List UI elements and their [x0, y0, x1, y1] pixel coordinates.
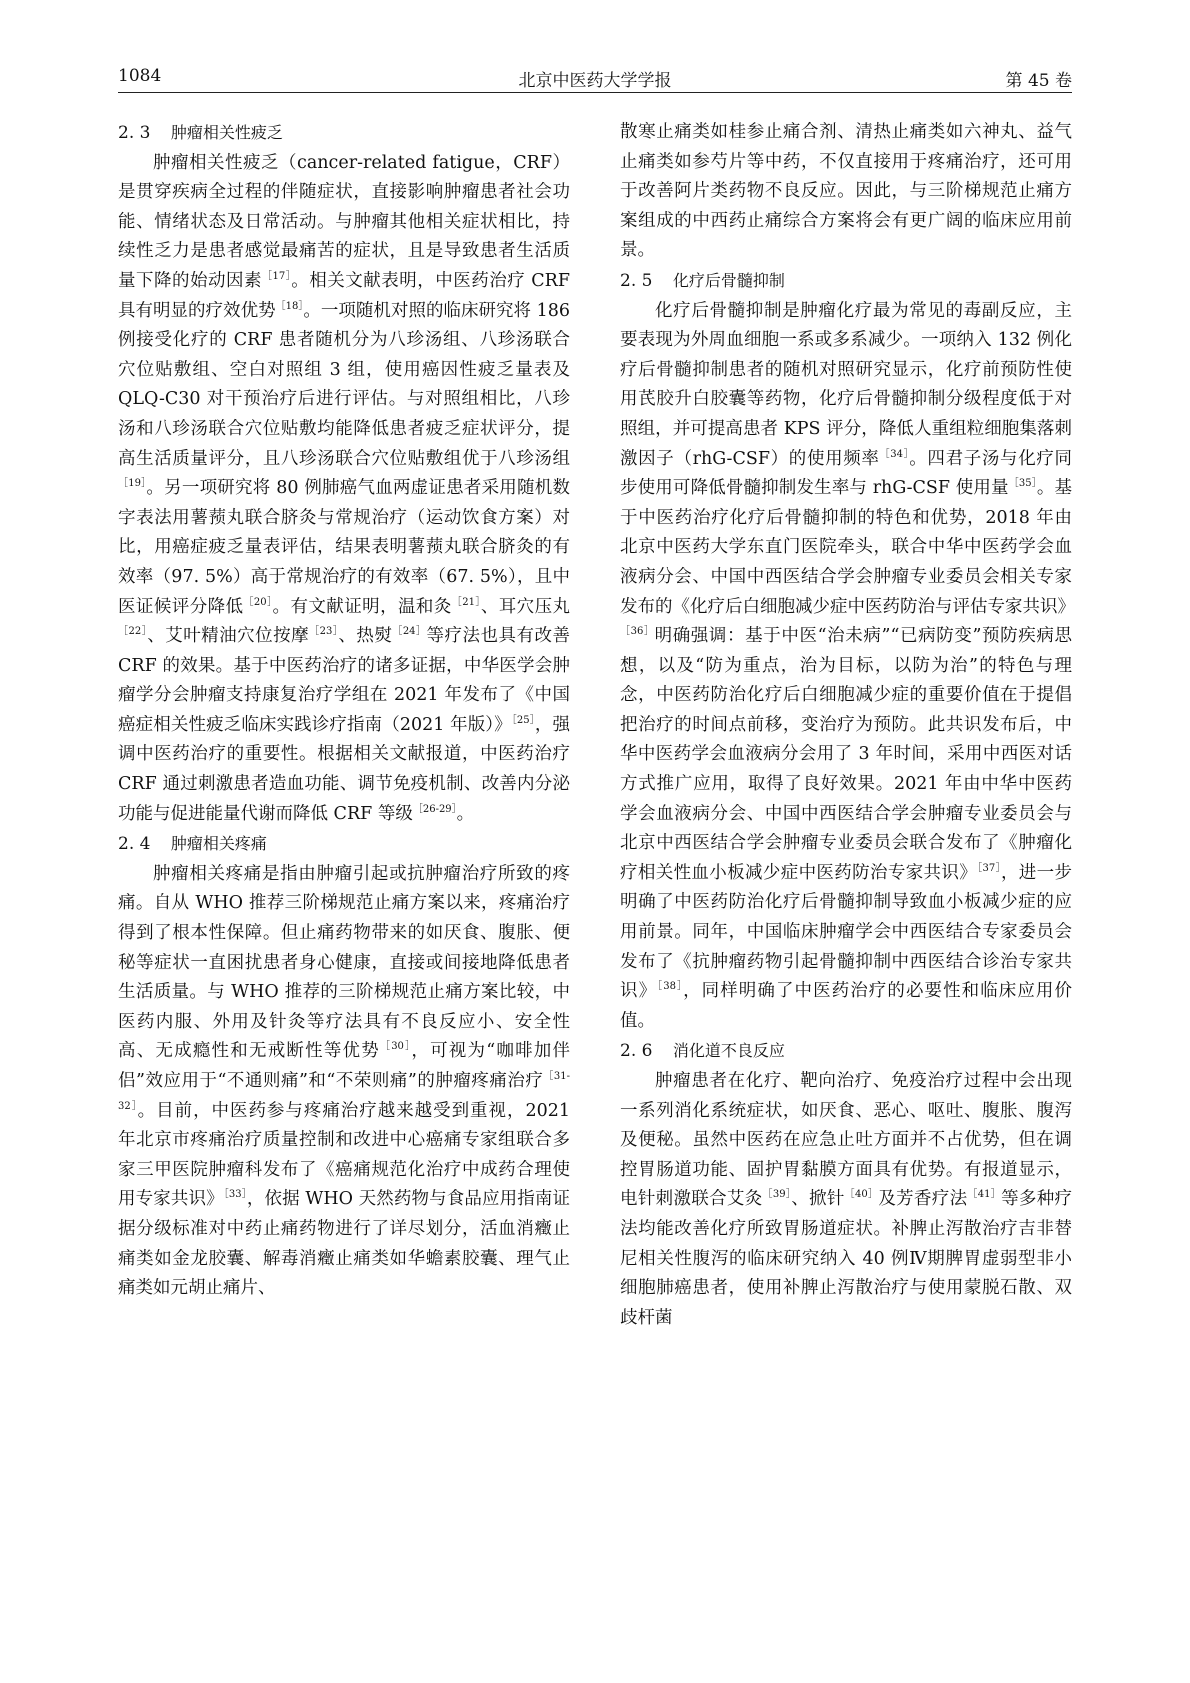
citation: ［22］ [118, 626, 148, 638]
citation: ［23］ [309, 626, 339, 638]
citation: ［33］ [223, 1189, 247, 1201]
citation: ［38］ [657, 981, 684, 993]
journal-title: 北京中医药大学学报 [518, 71, 672, 91]
citation: ［20］ [243, 596, 273, 608]
section-heading-2-6 [620, 1036, 1072, 1067]
citation: ［41］ [967, 1189, 1002, 1201]
section-number: 2. 4 [118, 834, 151, 855]
volume-label: 第 45 卷 [1005, 71, 1072, 91]
running-header [118, 66, 1072, 93]
right-column [620, 118, 1075, 1333]
section-heading-2-4 [118, 829, 570, 860]
citation: ［17］ [262, 271, 292, 283]
citation: ［36］ [620, 626, 655, 638]
citation: ［40］ [844, 1189, 879, 1201]
section-heading-2-3 [118, 118, 570, 149]
citation: ［18］ [275, 300, 304, 312]
page-number: 1084 [118, 66, 162, 86]
citation: ［21］ [451, 596, 481, 608]
section-title: 化疗后骨髓抑制 [672, 270, 785, 290]
citation: ［35］ [1008, 478, 1037, 490]
section-number: 2. 6 [620, 1041, 653, 1062]
citation: ［37］ [977, 863, 1001, 875]
citation: ［34］ [879, 448, 910, 460]
citation: ［30］ [379, 1041, 412, 1053]
section-title: 消化道不良反应 [672, 1041, 785, 1061]
citation: ［31-32］ [118, 1071, 571, 1112]
section-heading-2-5 [620, 266, 1072, 297]
citation: ［26-29］ [412, 803, 457, 815]
citation: ［24］ [392, 626, 427, 638]
section-number: 2. 3 [118, 123, 151, 143]
left-column [118, 118, 570, 1304]
paragraph: 肿瘤相关性疲乏（cancer-related fatigue，CRF）是贯穿疾病全过程的伴随症状，直接影响肿瘤患者社会功能、情绪状态及日常活动。与肿瘤其他相关症状相比，持续性乏力是患者感觉最痛苦的症状，且是导致患者生活质量下降的始动因素$^{[17]}$。相关文献表明，中医药治疗 CRF 具有明显的疗效优势$^{[18]}$。一项随机对照的临床研究将 186 例接受化疗的 CRF 患者随机分为八珍汤组、八珍汤联合穴位贴敷组、空白对照组 3 组，使用癌因性疲乏量表及 QLQ-C30 对干预治疗后进行评估。与对照组相比，八珍汤和八珍汤联合穴位贴敷均能降低患者疲乏症状评分，提高生活质量评分，且八珍汤联合穴位贴敷组优于八珍汤组$^{[19]}$。另一项研究将 80 例肺癌气血两虚证患者采用随机数字表法用薯蓣丸联合脐灸与常规治疗（运动饮食方案）对比，用癌症疲乏量表评估，结果表明薯蓣丸联合脐灸的有效率（97. 5%）高于常规治疗的有效率（67. 5%），且中医证候评分降低$^{[20]}$。有文献证明，温和灸$^{[21]}$、耳穴压丸$^{[22]}$、艾叶精油穴位按摩$^{[23]}$、热熨$^{[24]}$等疗法也具有改善 CRF 的效果。基于中医药治疗的诸多证据，中华医学会肿瘤学分会肿瘤支持康复治疗学组在 2021 年发布了《中国癌症相关性疲乏临床实践诊疗指南（2021 年版）》$^{[25]}$，强调中医药治疗的重要性。根据相关文献报道，中医药治疗 CRF 通过刺激患者造血功能、调节免疫机制、改善内分泌功能与促进能量代谢而降低 CRF 等级$^{[26-29]}$。 [118, 152, 571, 824]
section-title: 肿瘤相关疼痛 [170, 834, 267, 854]
citation: ［25］ [511, 715, 535, 727]
citation: ［39］ [762, 1189, 792, 1201]
citation: ［19］ [118, 478, 147, 490]
paragraph: 肿瘤患者在化疗、靶向治疗、免疫治疗过程中会出现一系列消化系统症状，如厌食、恶心、呕吐、腹胀、腹泻及便秘。虽然中医药在应急止吐方面并不占优势，但在调控胃肠道功能、固护胃黏膜方面具有优势。有报道显示，电针刺激联合艾灸$^{[39]}$、掀针$^{[40]}$及芳香疗法$^{[41]}$等多种疗法均能改善化疗所致胃肠道症状。补脾止泻散治疗吉非替尼相关性腹泻的临床研究纳入 40 例Ⅳ期脾胃虚弱型非小细胞肺癌患者，使用补脾止泻散治疗与使用蒙脱石散、双歧杆菌 [620, 1071, 1073, 1328]
paragraph: 肿瘤相关疼痛是指由肿瘤引起或抗肿瘤治疗所致的疼痛。自从 WHO 推荐三阶梯规范止痛方案以来，疼痛治疗得到了根本性保障。但止痛药物带来的如厌食、腹胀、便秘等症状一直困扰患者身心健康，直接或间接地降低患者生活质量。与 WHO 推荐的三阶梯规范止痛方案比较，中医药内服、外用及针灸等疗法具有不良反应小、安全性高、无成瘾性和无戒断性等优势$^{[30]}$，可视为“咖啡加伴侣”效应用于“不通则痛”和“不荣则痛”的肿瘤疼痛治疗$^{[31-32]}$。目前，中医药参与疼痛治疗越来越受到重视，2021 年北京市疼痛治疗质量控制和改进中心癌痛专家组联合多家三甲医院肿瘤科发布了《癌痛规范化治疗中成药合理使用专家共识》$^{[33]}$，依据 WHO 天然药物与食品应用指南证据分级标准对中药止痛药物进行了详尽划分，活血消癥止痛类如金龙胶囊、解毒消癥止痛类如华蟾素胶囊、理气止痛类如元胡止痛片、 [118, 863, 571, 1299]
paragraph-continued: 散寒止痛类如桂参止痛合剂、清热止痛类如六神丸、益气止痛类如参芍片等中药，不仅直接用于疼痛治疗，还可用于改善阿片类药物不良反应。因此，与三阶梯规范止痛方案组成的中西药止痛综合方案将会有更广阔的临床应用前景。 [620, 122, 1072, 261]
section-number: 2. 5 [620, 270, 653, 291]
section-title: 肿瘤相关性疲乏 [170, 123, 283, 142]
paragraph: 化疗后骨髓抑制是肿瘤化疗最为常见的毒副反应，主要表现为外周血细胞一系或多系减少。一项纳入 132 例化疗后骨髓抑制患者的随机对照研究显示，化疗前预防性使用芪胶升白胶囊等药物，化疗后骨髓抑制分级程度低于对照组，并可提高患者 KPS 评分，降低人重组粒细胞集落刺激因子（rhG-CSF）的使用频率$^{[34]}$。四君子汤与化疗同步使用可降低骨髓抑制发生率与 rhG-CSF 使用量$^{[35]}$。基于中医药治疗化疗后骨髓抑制的特色和优势，2018 年由北京中医药大学东直门医院牵头，联合中华中医药学会血液病分会、中国中西医结合学会肿瘤专业委员会相关专家发布的《化疗后白细胞减少症中医药防治与评估专家共识》$^{[36]}$明确强调：基于中医“治未病”“已病防变”预防疾病思想，以及“防为重点，治为目标，以防为治”的特色与理念，中医药防治化疗后白细胞减少症的重要价值在于提倡把治疗的时间点前移，变治疗为预防。此共识发布后，中华中医药学会血液病分会用了 3 年时间，采用中西医对话方式推广应用，取得了良好效果。2021 年由中华中医药学会血液病分会、中国中西医结合学会肿瘤专业委员会与北京中西医结合学会肿瘤专业委员会联合发布了《肿瘤化疗相关性血小板减少症中医药防治专家共识》$^{[37]}$，进一步明确了中医药防治化疗后骨髓抑制导致血小板减少症的应用前景。同年，中国临床肿瘤学会中西医结合专家委员会发布了《抗肿瘤药物引起骨髓抑制中西医结合诊治专家共识》$^{[38]}$，同样明确了中医药治疗的必要性和临床应用价值。 [620, 300, 1075, 1031]
